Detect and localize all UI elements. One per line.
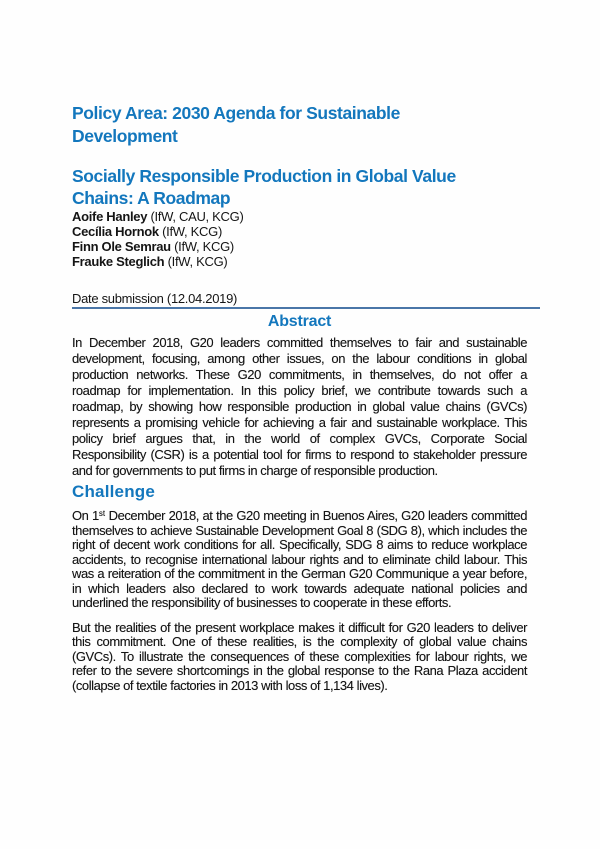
- policy-area-heading: [72, 102, 527, 148]
- section-divider: [72, 307, 540, 309]
- author-line: [72, 254, 527, 269]
- document-content: [0, 102, 600, 693]
- abstract-paragraph: In December 2018, G20 leaders committed themselves to fair and sustainable development, focusing, among other issues, on the labour conditions in global production networks. These G20 commitments, in themselves, do not offer a roadmap for implementation. In this policy brief, we contribute towards such a roadmap, by showing how responsible production in global value chains (GVCs) represents a promising vehicle for achieving a fair and sustainable workplace. This policy brief argues that, in the world of complex GVCs, Corporate Social Responsibility (CSR) is a potential tool for firms to respond to stakeholder pressure and for governments to put firms in charge of responsible production.: [72, 335, 527, 478]
- author-list: [72, 209, 527, 269]
- author-affiliation: (IfW, KCG): [170, 239, 234, 254]
- paper-title-line2: Chains: A Roadmap: [72, 188, 231, 208]
- superscript-st: st: [98, 509, 106, 518]
- author-name: Aoife Hanley: [72, 209, 148, 224]
- challenge-paragraph-2: But the realities of the present workplace makes it difficult for G20 leaders to deliver this commitment. One of these realities, is the complexity of global value chains (GVCs). To illustrate the consequences of these complexities for labour rights, we refer to the severe shortcomings in the global response to the Rana Plaza accident (collapse of textile factories in 2013 with loss of 1,134 lives).: [72, 619, 527, 693]
- author-line: [72, 239, 527, 254]
- policy-area-line2: Development: [72, 126, 178, 146]
- author-name: Frauke Steglich: [72, 254, 165, 269]
- challenge-p1-prefix: On 1: [72, 508, 99, 523]
- challenge-heading: Challenge: [72, 482, 156, 501]
- policy-area-line1: Policy Area: 2030 Agenda for Sustainable: [72, 103, 400, 123]
- author-affiliation: (IfW, KCG): [164, 254, 228, 269]
- paper-title-line1: Socially Responsible Production in Global Value: [72, 166, 456, 186]
- abstract-heading: Abstract: [267, 313, 332, 330]
- challenge-p1-rest: December 2018, at the G20 meeting in Buenos Aires, G20 leaders committed themselves to achieve Sustainable Development Goal 8 (SDG 8), which includes the right of decent work conditions for all. Specifically, SDG 8 aims to reduce workplace accidents, to recognise international labour rights and to eliminate child labour. This was a reiteration of the commitment in the German G20 Communique a year before, in which leaders also declared to work towards adequate national policies and underlined the responsibility of businesses to cooperate in these efforts.: [72, 508, 527, 610]
- author-name: Finn Ole Semrau: [72, 239, 171, 254]
- challenge-paragraph-1: [72, 509, 527, 611]
- author-affiliation: (IfW, KCG): [158, 224, 222, 239]
- author-line: [72, 224, 527, 239]
- paper-title: [72, 165, 527, 209]
- date-submission: Date submission (12.04.2019): [72, 291, 238, 306]
- author-line: [72, 209, 527, 224]
- author-name: Cecília Hornok: [72, 224, 159, 239]
- author-affiliation: (IfW, CAU, KCG): [147, 209, 244, 224]
